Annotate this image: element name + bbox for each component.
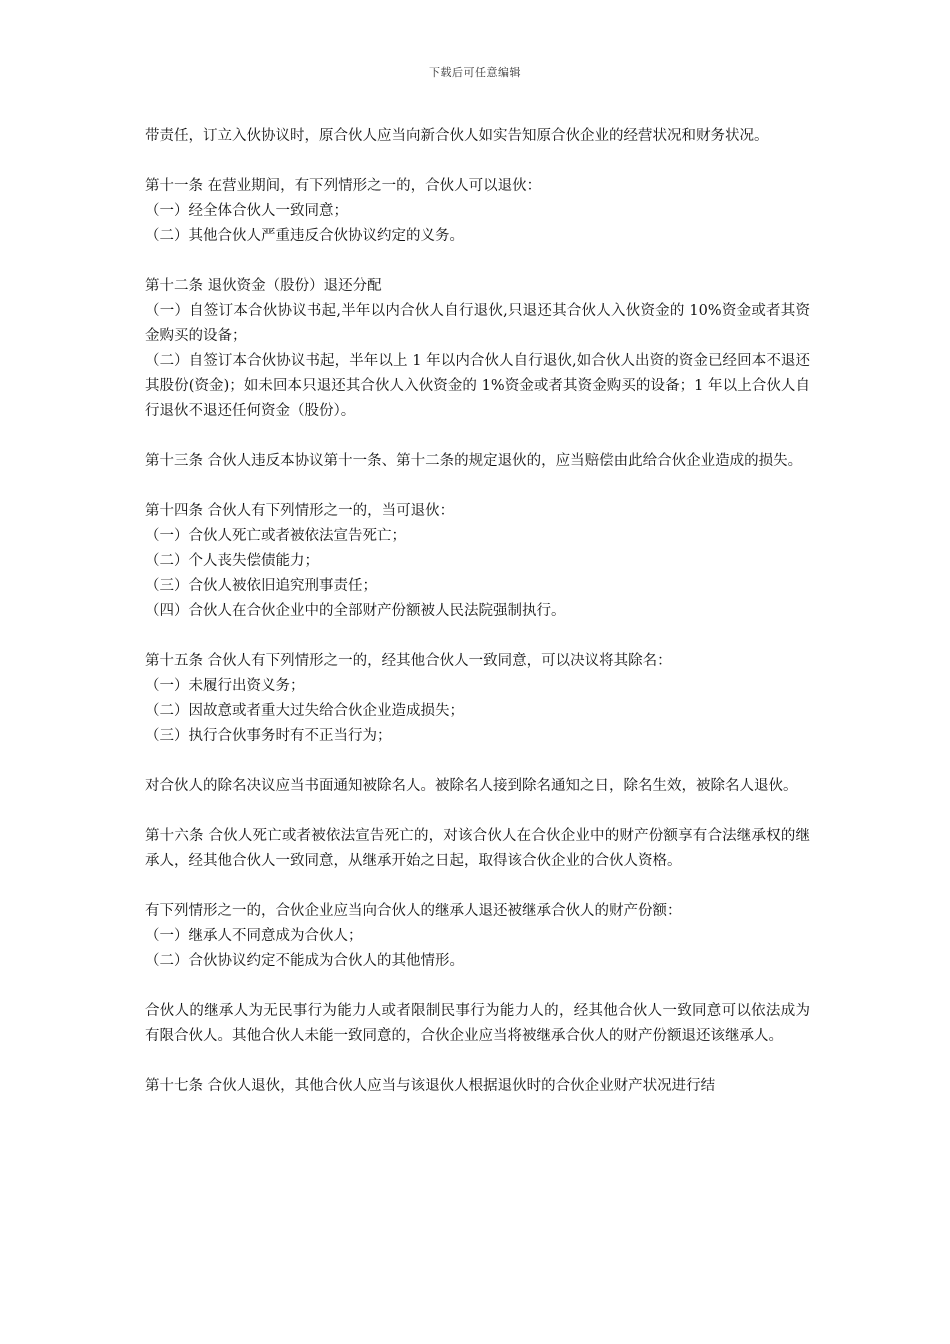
list-item: （二）其他合伙人严重违反合伙协议约定的义务。 — [145, 228, 464, 244]
article-11 — [145, 174, 810, 249]
paragraph-line: 对合伙人的除名决议应当书面通知被除名人。被除名人接到除名通知之日，除名生效，被除名人退伙。 — [145, 778, 798, 794]
article-13 — [145, 449, 810, 474]
article-heading: 第十二条 退伙资金（股份）退还分配 — [145, 278, 382, 294]
paragraph-line: 带责任，订立入伙协议时，原合伙人应当向新合伙人如实告知原合伙企业的经营状况和财务状况。 — [145, 128, 769, 144]
article-14 — [145, 499, 810, 624]
article-16 — [145, 824, 810, 874]
list-item: （二）合伙协议约定不能成为合伙人的其他情形。 — [145, 953, 464, 969]
list-item: （一）自签订本合伙协议书起,半年以内合伙人自行退伙,只退还其合伙人入伙资金的 10%资金或者其资金购买的设备； — [145, 303, 810, 344]
article-heading: 第十五条 合伙人有下列情形之一的，经其他合伙人一致同意，可以决议将其除名： — [145, 653, 672, 669]
paragraph-heir-capacity — [145, 999, 810, 1049]
list-item: （一）经全体合伙人一致同意； — [145, 203, 348, 219]
list-item: （一）继承人不同意成为合伙人； — [145, 928, 363, 944]
list-item: （三）执行合伙事务时有不正当行为； — [145, 728, 392, 744]
paragraph-partnership-entry — [145, 124, 810, 149]
article-heading: 第十四条 合伙人有下列情形之一的，当可退伙： — [145, 503, 455, 519]
article-12 — [145, 274, 810, 424]
page-header: 下载后可任意编辑 — [429, 66, 521, 79]
list-item: （三）合伙人被依旧追究刑事责任； — [145, 578, 377, 594]
article-heading: 第十六条 合伙人死亡或者被依法宣告死亡的，对该合伙人在合伙企业中的财产份额享有合法继承权的继承人，经其他合伙人一致同意，从继承开始之日起，取得该合伙企业的合伙人资格。 — [145, 828, 810, 869]
article-heading: 第十三条 合伙人违反本协议第十一条、第十二条的规定退伙的，应当赔偿由此给合伙企业造成的损失。 — [145, 453, 803, 469]
list-item: （二）自签订本合伙协议书起，半年以上 1 年以内合伙人自行退伙,如合伙人出资的资金已经回本不退还其股份(资金)；如未回本只退还其合伙人入伙资金的 1%资金或者其资金购买的设备；1 年以上合伙人自行退伙不退还任何资金（股份）。 — [145, 353, 810, 419]
article-17 — [145, 1074, 810, 1099]
article-heading: 第十一条 在营业期间，有下列情形之一的，合伙人可以退伙： — [145, 178, 542, 194]
paragraph-heir-refund — [145, 899, 810, 974]
paragraph-line: 合伙人的继承人为无民事行为能力人或者限制民事行为能力人的，经其他合伙人一致同意可以依法成为有限合伙人。其他合伙人未能一致同意的，合伙企业应当将被继承合伙人的财产份额退还该继承人。 — [145, 1003, 810, 1044]
paragraph-expulsion-notice — [145, 774, 810, 799]
paragraph-line: 有下列情形之一的，合伙企业应当向合伙人的继承人退还被继承合伙人的财产份额： — [145, 903, 682, 919]
article-heading: 第十七条 合伙人退伙，其他合伙人应当与该退伙人根据退伙时的合伙企业财产状况进行结 — [145, 1078, 716, 1094]
list-item: （四）合伙人在合伙企业中的全部财产份额被人民法院强制执行。 — [145, 603, 566, 619]
list-item: （二）个人丧失偿债能力； — [145, 553, 319, 569]
article-15 — [145, 649, 810, 749]
document-body — [145, 124, 810, 1124]
list-item: （一）合伙人死亡或者被依法宣告死亡； — [145, 528, 406, 544]
list-item: （一）未履行出资义务； — [145, 678, 305, 694]
list-item: （二）因故意或者重大过失给合伙企业造成损失； — [145, 703, 464, 719]
